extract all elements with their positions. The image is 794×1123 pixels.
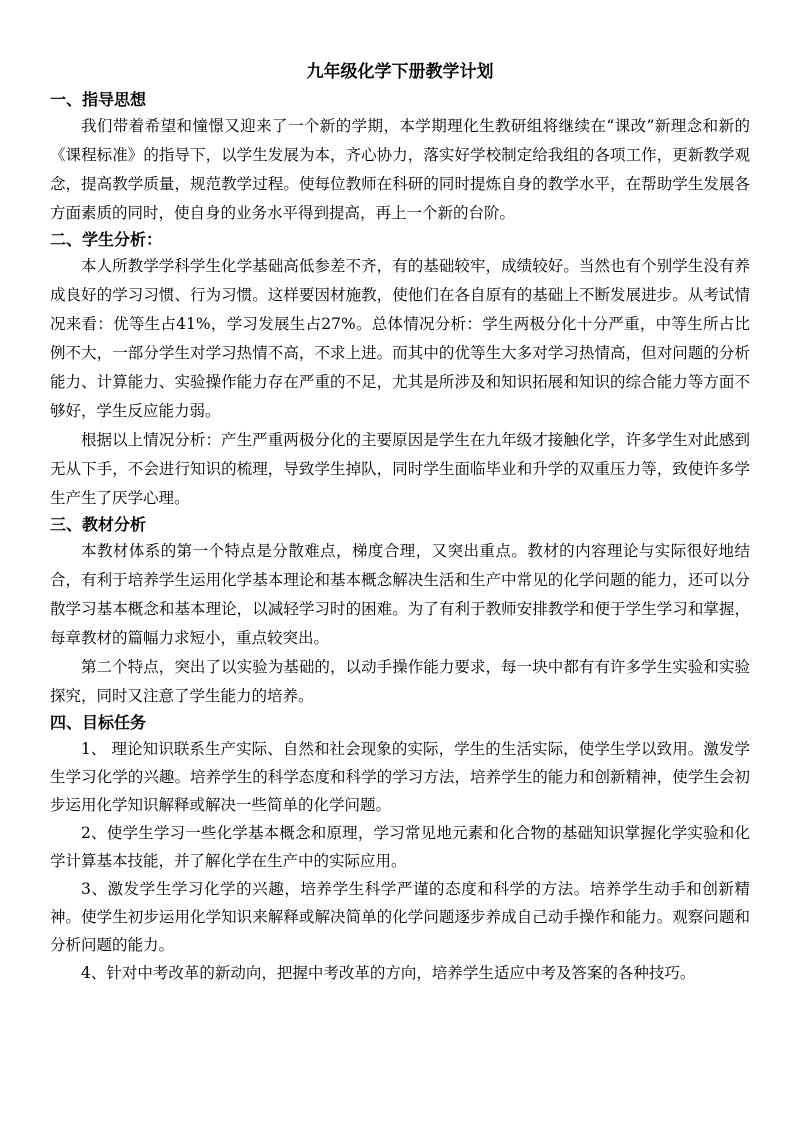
goal-item: 3、激发学生学习化学的兴趣，培养学生科学严谨的态度和科学的方法。培养学生动手和创新精神。使学生初步运用化学知识来解释或解决简单的化学问题逐步养成自己动手操作和能力。观察问题和分析问题的能力。 [50,880,750,954]
section-heading: 二、学生分析： [50,230,163,249]
section-heading: 三、教材分析 [50,515,147,534]
paragraph: 第二个特点，突出了以实验为基础的，以动手操作能力要求，每一块中都有有许多学生实验和实验探究，同时又注意了学生能力的培养。 [50,658,750,705]
paragraph: 我们带着希望和憧憬又迎来了一个新的学期，本学期理化生教研组将继续在“课改”新理念和新的《课程标准》的指导下，以学生发展为本，齐心协力，落实好学校制定给我组的各项工作，更新教学观念，提高教学质量，规范教学过程。使每位教师在科研的同时提炼自身的教学水平，在帮助学生发展各方面素质的同时，使自身的业务水平得到提高，再上一个新的台阶。 [50,117,750,222]
section-heading: 四、目标任务 [50,713,147,732]
section-guiding-thought [50,88,750,228]
goal-item: 1、 理论知识联系生产实际、自然和社会现象的实际，学生的生活实际，使学生学以致用。激发学生学习化学的兴趣。培养学生的科学态度和科学的学习方法，培养学生的能力和创新精神，使学生会初步运用化学知识解释或解决一些简单的化学问题。 [50,740,750,814]
section-student-analysis [50,228,750,513]
paragraph: 根据以上情况分析：产生严重两极分化的主要原因是学生在九年级才接触化学，许多学生对此感到无从下手，不会进行知识的梳理，导致学生掉队，同时学生面临毕业和升学的双重压力等，致使许多学生产生了厌学心理。 [50,431,750,507]
paragraph: 本教材体系的第一个特点是分散难点，梯度合理，又突出重点。教材的内容理论与实际很好地结合，有利于培养学生运用化学基本理论和基本概念解决生活和生产中常见的化学问题的能力，还可以分散学习基本概念和基本理论，以减轻学习时的困难。为了有利于教师安排教学和便于学生学习和掌握，每章教材的篇幅力求短小，重点较突出。 [50,542,750,647]
goal-item: 4、针对中考改革的新动向，把握中考改革的方向，培养学生适应中考及答案的各种技巧。 [81,964,696,982]
goal-item: 2、使学生学习一些化学基本概念和原理，学习常见地元素和化合物的基础知识掌握化学实验和化学计算基本技能，并了解化学在生产中的实际应用。 [50,824,750,870]
section-textbook-analysis [50,513,750,711]
document-title: 九年级化学下册教学计划 [306,62,494,82]
section-goals-tasks [50,711,750,987]
section-heading: 一、指导思想 [50,90,147,109]
paragraph: 本人所教学学科学生化学基础高低参差不齐，有的基础较牢，成绩较好。当然也有个别学生没有养成良好的学习习惯、行为习惯。这样要因材施教，使他们在各自原有的基础上不断发展进步。从考试情况来看：优等生占41%，学习发展生占27%。总体情况分析：学生两极分化十分严重，中等生所占比例不大，一部分学生对学习热情不高，不求上进。而其中的优等生大多对学习热情高，但对问题的分析能力、计算能力、实验操作能力存在严重的不足，尤其是所涉及和知识拓展和知识的综合能力等方面不够好，学生反应能力弱。 [50,257,750,420]
document-page [50,60,750,987]
